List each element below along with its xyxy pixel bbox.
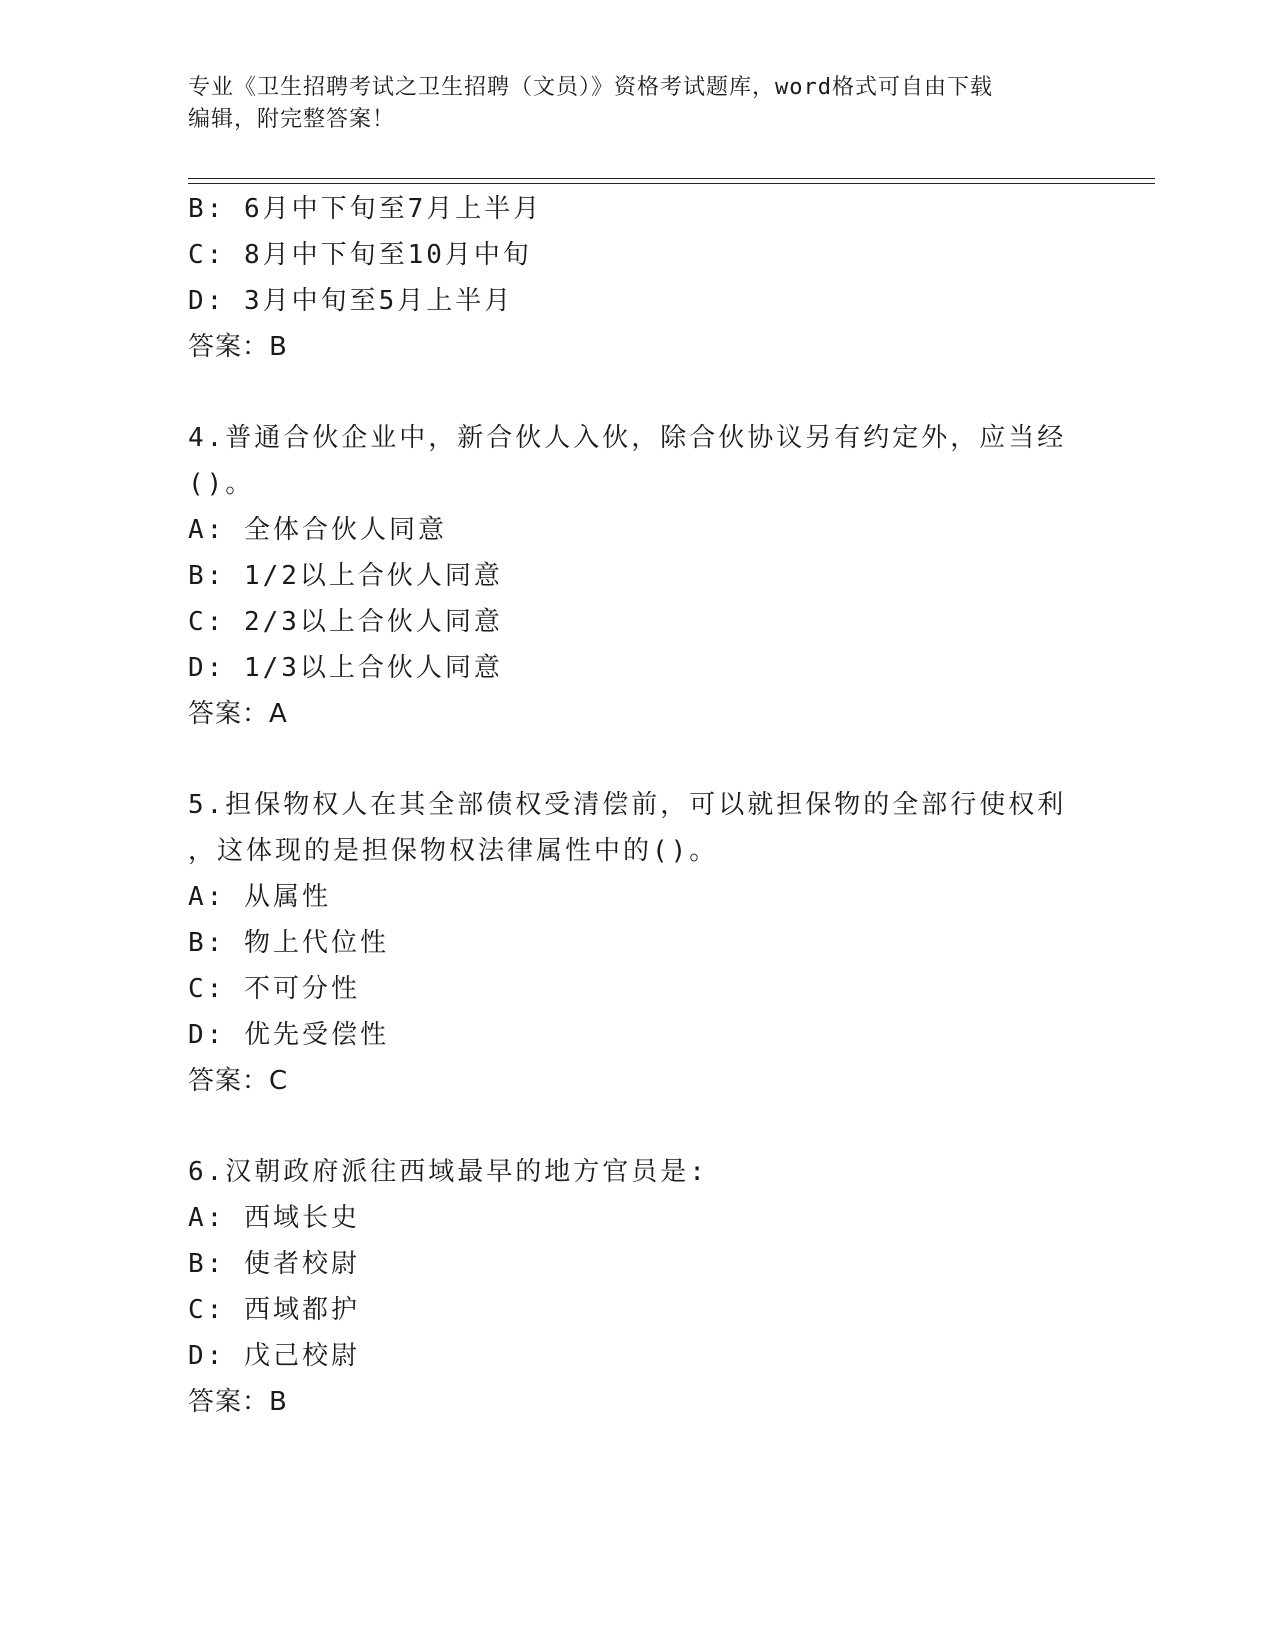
header-divider-bottom <box>188 183 1155 184</box>
answer: 答案：C <box>188 1066 289 1096</box>
question-stem: 6.汉朝政府派往西域最早的地方官员是: <box>188 1157 708 1187</box>
option-a: A: 西域长史 <box>188 1203 360 1233</box>
answer: 答案：A <box>188 699 288 729</box>
option-d: D: 1/3以上合伙人同意 <box>188 653 503 683</box>
option-c: C: 2/3以上合伙人同意 <box>188 607 503 637</box>
question-stem: 5.担保物权人在其全部债权受清偿前，可以就担保物的全部行使权利 <box>188 790 1067 820</box>
question-list <box>188 186 1088 1425</box>
question-3 <box>188 186 1088 370</box>
answer: 答案：B <box>188 332 288 362</box>
question-4 <box>188 415 1088 737</box>
option-b: B: 1/2以上合伙人同意 <box>188 561 503 591</box>
option-b: B: 物上代位性 <box>188 928 389 958</box>
header-line-2: 编辑，附完整答案！ <box>188 107 396 132</box>
document-header <box>188 72 1088 136</box>
option-a: A: 全体合伙人同意 <box>188 515 447 545</box>
question-stem-continued: ()。 <box>188 469 255 499</box>
option-c: C: 西域都护 <box>188 1295 360 1325</box>
option-d: D: 3月中旬至5月上半月 <box>188 286 514 316</box>
option-b: B: 使者校尉 <box>188 1249 360 1279</box>
spacer <box>188 1104 1088 1149</box>
spacer <box>188 737 1088 782</box>
option-b: B: 6月中下旬至7月上半月 <box>188 194 543 224</box>
option-d: D: 优先受偿性 <box>188 1020 389 1050</box>
question-stem: 4.普通合伙企业中，新合伙人入伙，除合伙协议另有约定外，应当经 <box>188 423 1067 453</box>
option-d: D: 戊己校尉 <box>188 1341 360 1371</box>
question-stem-continued: ，这体现的是担保物权法律属性中的()。 <box>188 836 719 866</box>
question-6 <box>188 1149 1088 1425</box>
header-divider-top <box>188 178 1155 179</box>
question-5 <box>188 782 1088 1104</box>
option-a: A: 从属性 <box>188 882 331 912</box>
option-c: C: 不可分性 <box>188 974 360 1004</box>
answer: 答案：B <box>188 1387 288 1417</box>
header-line-1: 专业《卫生招聘考试之卫生招聘（文员）》资格考试题库，word格式可自由下载 <box>188 75 993 100</box>
spacer <box>188 370 1088 415</box>
option-c: C: 8月中下旬至10月中旬 <box>188 240 532 270</box>
